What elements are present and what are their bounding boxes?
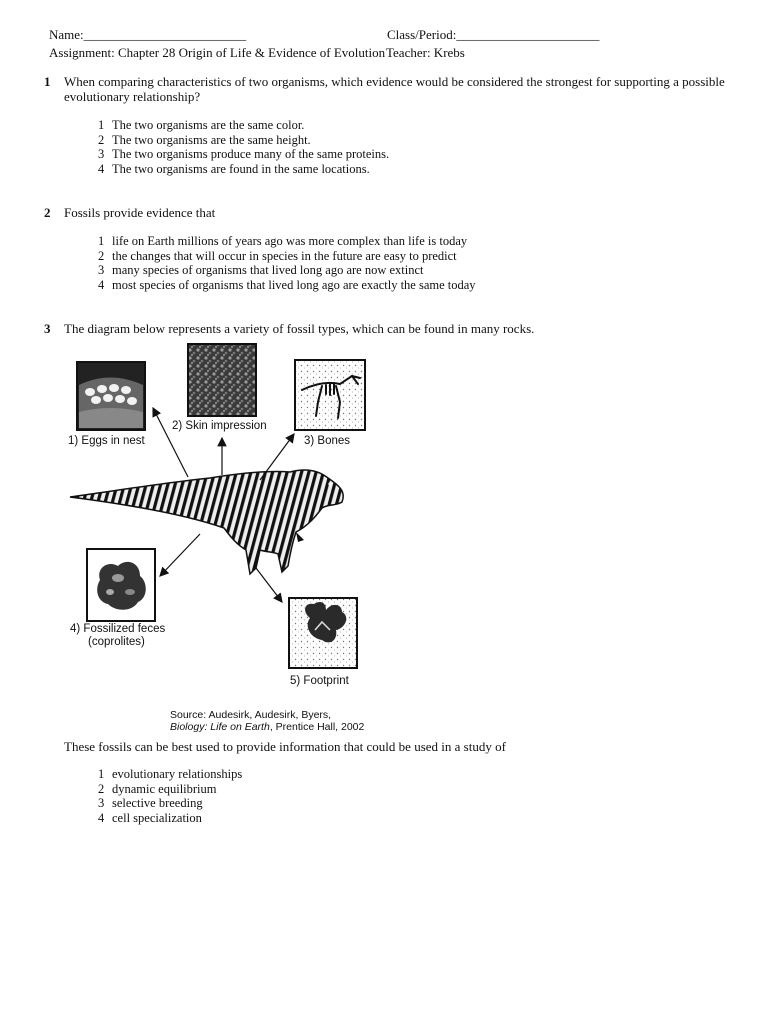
name-blank: _________________________ — [83, 27, 247, 42]
bones-image — [295, 360, 365, 430]
bones-caption: 3) Bones — [304, 435, 351, 447]
answer-option[interactable]: 1 The two organisms are the same color. — [98, 118, 305, 132]
assignment-title: Assignment: Chapter 28 Origin of Life & Evidence of Evolution — [49, 45, 386, 60]
question-2-options — [98, 234, 476, 292]
coprolites-caption: (coprolites) — [88, 636, 145, 648]
source-line-2 — [170, 721, 364, 733]
answer-option[interactable]: 1 life on Earth millions of years ago was more complex than life is today — [98, 234, 468, 248]
answer-option[interactable]: 2 the changes that will occur in species in the future are easy to predict — [98, 248, 457, 263]
footprint-image — [289, 598, 357, 668]
source-book-title: Biology: Life on Earth — [170, 721, 270, 733]
fossil-diagram — [60, 340, 390, 740]
class-period-blank: ______________________ — [456, 27, 600, 42]
diagram-source — [170, 709, 364, 733]
teacher-name: Teacher: Krebs — [386, 45, 465, 60]
skin-caption: 2) Skin impression — [172, 420, 267, 432]
question-3-number: 3 — [44, 321, 51, 336]
class-period-field — [387, 27, 599, 43]
eggs-in-nest-image — [77, 362, 145, 430]
question-1-text: When comparing characteristics of two organisms, which evidence would be considered the strongest for supporting a possible evolutionary relationship? — [64, 74, 725, 104]
question-3-options — [98, 767, 242, 825]
footprint-caption: 5) Footprint — [290, 675, 349, 687]
source-line-1: Source: Audesirk, Audesirk, Byers, — [170, 709, 332, 721]
question-1-number: 1 — [44, 74, 51, 89]
name-label: Name: — [49, 27, 84, 42]
question-3-text: The diagram below represents a variety of fossil types, which can be found in many rocks. — [64, 321, 535, 336]
answer-option[interactable]: 2 dynamic equilibrium — [98, 781, 217, 796]
answer-option[interactable]: 4 most species of organisms that lived long ago are exactly the same today — [98, 277, 476, 292]
name-field — [49, 27, 246, 43]
feces-caption: 4) Fossilized feces — [70, 623, 166, 635]
answer-option[interactable]: 3 The two organisms produce many of the same proteins. — [98, 147, 390, 161]
answer-option[interactable]: 2 The two organisms are the same height. — [98, 132, 311, 147]
question-1-options — [98, 118, 389, 176]
question-3-followup: These fossils can be best used to provide information that could be used in a study of — [64, 739, 506, 754]
class-period-label: Class/Period: — [387, 27, 457, 42]
answer-option[interactable]: 3 selective breeding — [98, 796, 203, 810]
eggs-caption: 1) Eggs in nest — [68, 435, 145, 447]
answer-option[interactable]: 4 cell specialization — [98, 810, 202, 825]
question-2-text: Fossils provide evidence that — [64, 205, 216, 220]
answer-option[interactable]: 1 evolutionary relationships — [98, 767, 243, 781]
coprolite-image — [87, 549, 155, 621]
skin-impression-image — [188, 344, 256, 416]
source-publisher: , Prentice Hall, 2002 — [269, 721, 365, 733]
question-2-number: 2 — [44, 205, 51, 220]
answer-option[interactable]: 3 many species of organisms that lived long ago are now extinct — [98, 263, 424, 277]
answer-option[interactable]: 4 The two organisms are found in the same locations. — [98, 161, 370, 176]
